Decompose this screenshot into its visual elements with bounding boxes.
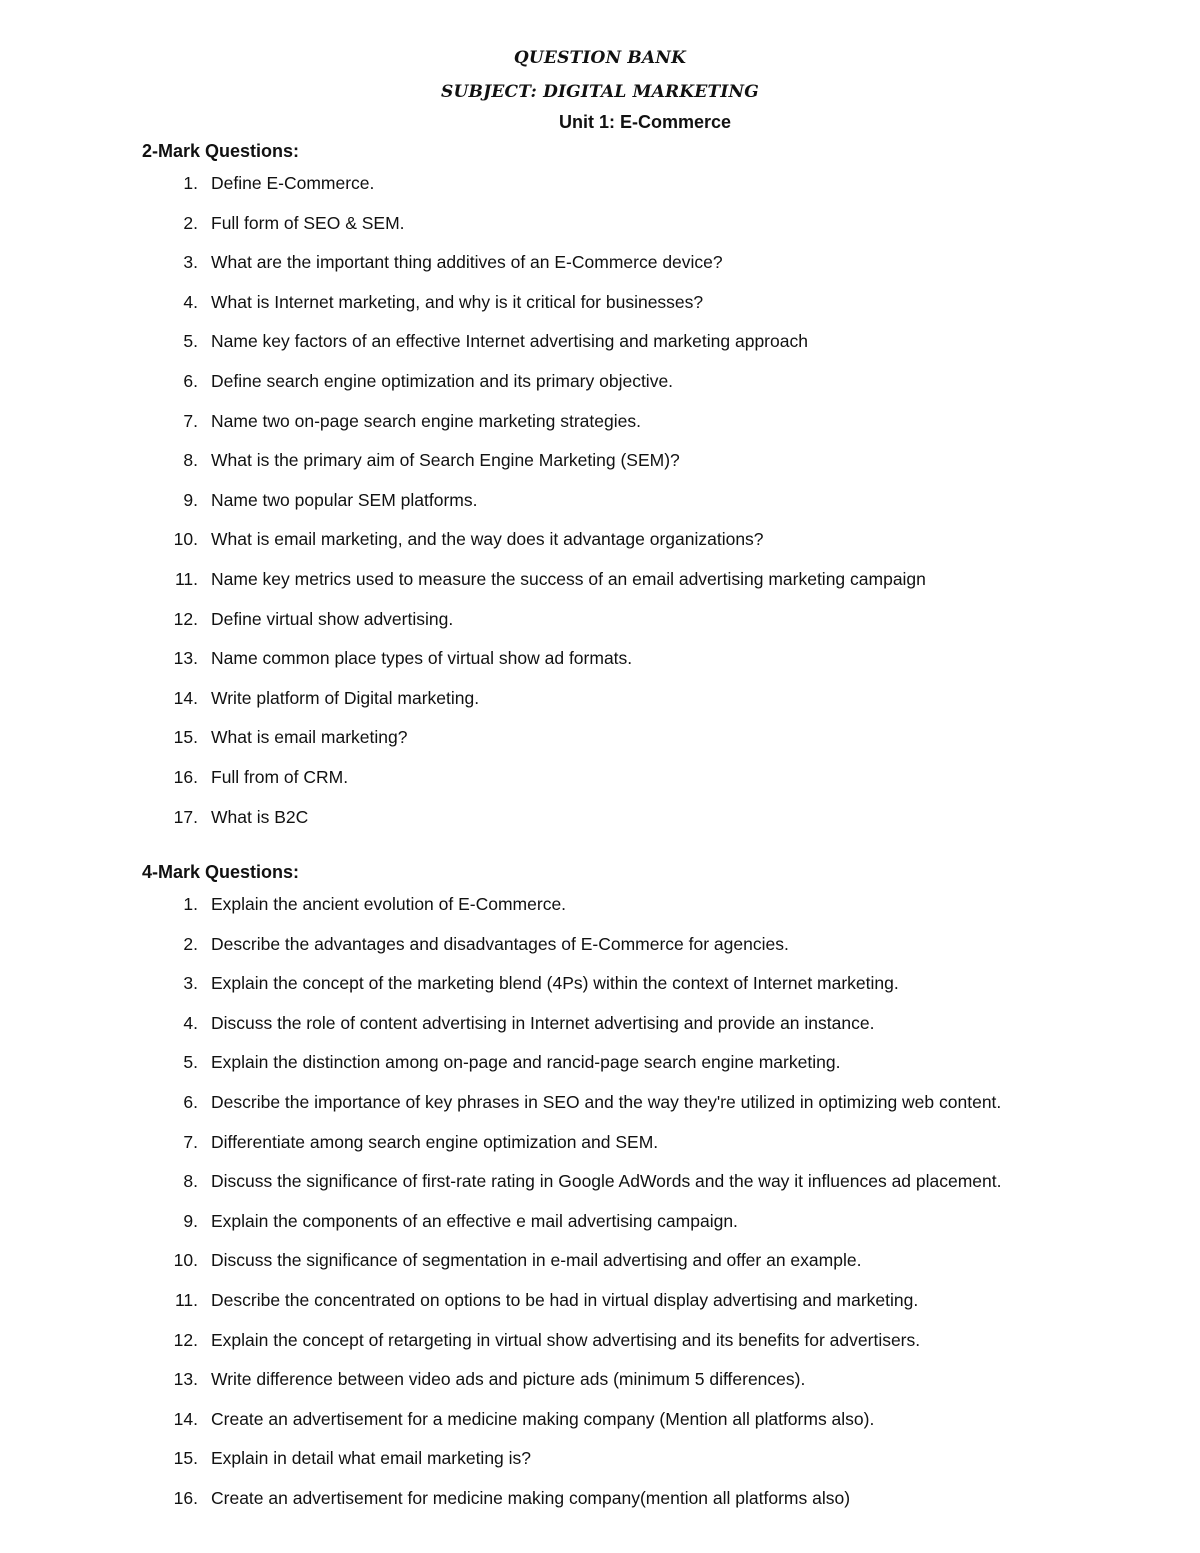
question-text: Explain the components of an effective e mail advertising campaign. xyxy=(211,1210,738,1231)
question-item xyxy=(0,1288,1200,1312)
question-item xyxy=(0,1130,1200,1154)
question-item xyxy=(0,409,1200,433)
question-number: 12. xyxy=(173,1329,198,1350)
question-item xyxy=(0,171,1200,195)
question-number: 7. xyxy=(183,410,198,431)
question-text: Full from of CRM. xyxy=(211,767,349,787)
question-text: Discuss the significance of segmentation in e-mail advertising and offer an example. xyxy=(211,1250,862,1271)
subject-title: SUBJECT: DIGITAL MARKETING xyxy=(441,82,759,102)
question-item xyxy=(0,686,1200,710)
question-number: 13. xyxy=(173,648,198,669)
question-item xyxy=(0,932,1200,956)
question-item xyxy=(0,527,1200,551)
question-text: Discuss the role of content advertising in Internet advertising and provide an instance. xyxy=(211,1012,875,1033)
question-number: 3. xyxy=(183,252,198,273)
question-number: 2. xyxy=(183,933,198,954)
question-number: 5. xyxy=(183,331,198,352)
question-number: 12. xyxy=(173,608,198,629)
question-number: 11. xyxy=(174,1290,198,1310)
question-text: Write difference between video ads and picture ads (minimum 5 differences). xyxy=(211,1369,806,1390)
question-text: What is email marketing, and the way does it advantage organizations? xyxy=(211,529,764,550)
question-text: Describe the advantages and disadvantages of E-Commerce for agencies. xyxy=(211,933,789,954)
question-item xyxy=(0,1446,1200,1470)
question-item xyxy=(0,1328,1200,1352)
section-heading: 4-Mark Questions: xyxy=(142,862,300,882)
question-item xyxy=(0,290,1200,314)
question-item xyxy=(0,211,1200,235)
question-number: 17. xyxy=(173,806,198,827)
question-number: 15. xyxy=(173,1448,198,1469)
question-number: 6. xyxy=(183,371,198,391)
question-number: 16. xyxy=(173,1488,198,1508)
question-number: 5. xyxy=(183,1052,198,1073)
question-number: 4. xyxy=(183,1012,198,1033)
question-text: Explain the ancient evolution of E-Commerce. xyxy=(211,894,567,914)
question-number: 10. xyxy=(173,1250,198,1271)
question-text: Full form of SEO & SEM. xyxy=(211,212,405,233)
question-item xyxy=(0,369,1200,393)
question-item xyxy=(0,765,1200,789)
question-item xyxy=(0,1407,1200,1431)
question-item xyxy=(0,1050,1200,1074)
question-text: Describe the importance of key phrases in SEO and the way they're utilized in optimizing web content. xyxy=(211,1092,1002,1112)
question-item xyxy=(0,607,1200,631)
question-number: 16. xyxy=(173,767,198,787)
question-number: 10. xyxy=(173,529,198,550)
question-number: 2. xyxy=(183,212,198,233)
question-text: Name common place types of virtual show ad formats. xyxy=(211,648,633,669)
question-text: Explain in detail what email marketing is? xyxy=(211,1448,532,1469)
question-text: Name two on-page search engine marketing strategies. xyxy=(211,410,641,431)
question-item xyxy=(0,646,1200,670)
question-text: What is B2C xyxy=(211,806,309,827)
question-text: Differentiate among search engine optimization and SEM. xyxy=(211,1131,659,1152)
question-text: Discuss the significance of first-rate rating in Google AdWords and the way it influences ad placement. xyxy=(211,1171,1002,1192)
document-title: QUESTION BANK xyxy=(513,48,687,68)
question-number: 3. xyxy=(183,973,198,994)
question-item xyxy=(0,250,1200,274)
question-number: 1. xyxy=(183,894,198,914)
question-text: Explain the concept of the marketing blend (4Ps) within the context of Internet marketing. xyxy=(211,973,899,994)
question-text: Create an advertisement for medicine making company(mention all platforms also) xyxy=(211,1488,851,1508)
question-number: 4. xyxy=(183,291,198,312)
question-item xyxy=(0,1367,1200,1391)
question-item xyxy=(0,488,1200,512)
question-number: 6. xyxy=(183,1092,198,1112)
question-item xyxy=(0,892,1200,916)
question-item xyxy=(0,1209,1200,1233)
question-number: 11. xyxy=(174,569,198,589)
question-text: Define E-Commerce. xyxy=(211,173,375,193)
question-text: Define virtual show advertising. xyxy=(211,608,454,629)
question-number: 8. xyxy=(183,1171,198,1192)
question-text: Name two popular SEM platforms. xyxy=(211,489,478,510)
question-text: Define search engine optimization and its primary objective. xyxy=(211,371,674,391)
question-item xyxy=(0,448,1200,472)
question-number: 1. xyxy=(183,173,198,193)
question-number: 7. xyxy=(183,1131,198,1152)
question-number: 9. xyxy=(183,489,198,510)
question-text: What is Internet marketing, and why is it critical for businesses? xyxy=(211,291,704,312)
question-text: Explain the distinction among on-page and rancid-page search engine marketing. xyxy=(211,1052,841,1073)
question-number: 14. xyxy=(173,1408,198,1429)
question-item xyxy=(0,805,1200,829)
question-number: 8. xyxy=(183,450,198,471)
question-item xyxy=(0,1248,1200,1272)
question-text: Explain the concept of retargeting in virtual show advertising and its benefits for advertisers. xyxy=(211,1329,921,1350)
question-number: 14. xyxy=(173,687,198,708)
question-item xyxy=(0,1169,1200,1193)
question-item xyxy=(0,725,1200,749)
question-item xyxy=(0,329,1200,353)
question-item xyxy=(0,1011,1200,1035)
question-number: 13. xyxy=(173,1369,198,1390)
question-number: 9. xyxy=(183,1210,198,1231)
question-text: Name key metrics used to measure the success of an email advertising marketing campaign xyxy=(211,569,926,589)
section-heading: 2-Mark Questions: xyxy=(142,141,300,161)
question-item xyxy=(0,1090,1200,1114)
question-text: What is the primary aim of Search Engine Marketing (SEM)? xyxy=(211,450,680,471)
question-item xyxy=(0,1486,1200,1510)
question-item xyxy=(0,567,1200,591)
question-text: What are the important thing additives of an E-Commerce device? xyxy=(211,252,723,273)
question-text: Describe the concentrated on options to be had in virtual display advertising and marketing. xyxy=(211,1290,919,1310)
unit-title: Unit 1: E-Commerce xyxy=(558,112,732,132)
question-text: Write platform of Digital marketing. xyxy=(211,687,480,708)
question-text: Create an advertisement for a medicine making company (Mention all platforms also). xyxy=(211,1408,875,1429)
question-item xyxy=(0,971,1200,995)
question-text: Name key factors of an effective Internet advertising and marketing approach xyxy=(211,331,808,352)
question-number: 15. xyxy=(173,727,198,748)
question-text: What is email marketing? xyxy=(211,727,408,748)
